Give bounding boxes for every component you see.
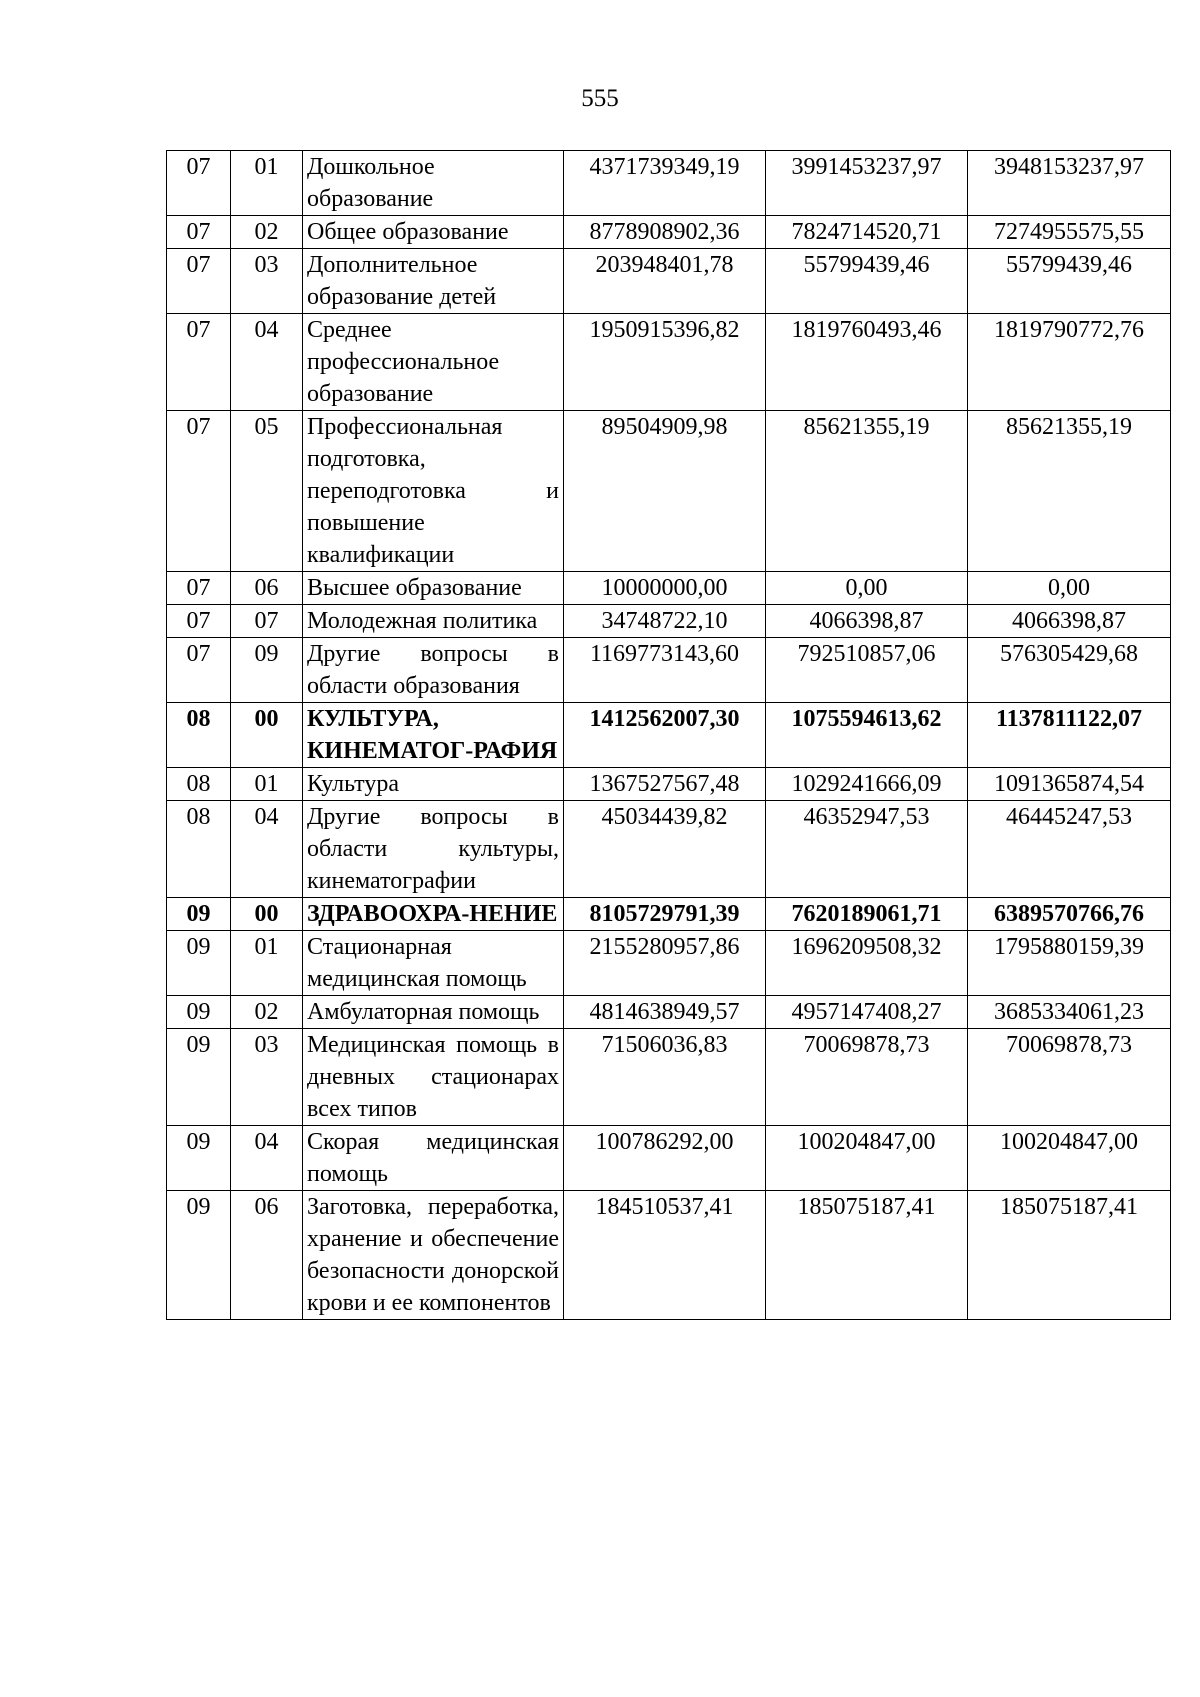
- amount-year1-cell: 89504909,98: [564, 411, 766, 572]
- section-code-cell: 08: [167, 768, 231, 801]
- section-code-cell: 09: [167, 1029, 231, 1126]
- item-name-cell: Медицинская помощь в дневных стационарах всех типов: [303, 1029, 564, 1126]
- table-row: [167, 249, 1171, 314]
- section-code-cell: 07: [167, 638, 231, 703]
- amount-year1-cell: 8105729791,39: [564, 898, 766, 931]
- amount-year3-cell: 576305429,68: [968, 638, 1171, 703]
- table-row: [167, 1126, 1171, 1191]
- subsection-code-cell: 05: [231, 411, 303, 572]
- subsection-code-cell: 01: [231, 931, 303, 996]
- item-name-cell: ЗДРАВООХРА-НЕНИЕ: [303, 898, 564, 931]
- table-row: [167, 768, 1171, 801]
- amount-year1-cell: 71506036,83: [564, 1029, 766, 1126]
- amount-year1-cell: 45034439,82: [564, 801, 766, 898]
- table-row: [167, 572, 1171, 605]
- amount-year3-cell: 3685334061,23: [968, 996, 1171, 1029]
- amount-year3-cell: 55799439,46: [968, 249, 1171, 314]
- amount-year1-cell: 1950915396,82: [564, 314, 766, 411]
- table-row: [167, 898, 1171, 931]
- item-name-cell: Молодежная политика: [303, 605, 564, 638]
- table-row: [167, 411, 1171, 572]
- amount-year1-cell: 100786292,00: [564, 1126, 766, 1191]
- amount-year3-cell: 1137811122,07: [968, 703, 1171, 768]
- table-row: [167, 638, 1171, 703]
- subsection-code-cell: 03: [231, 1029, 303, 1126]
- amount-year3-cell: 1091365874,54: [968, 768, 1171, 801]
- amount-year3-cell: 1795880159,39: [968, 931, 1171, 996]
- item-name-cell: Профессиональная подготовка, переподготовка и повышение квалификации: [303, 411, 564, 572]
- amount-year2-cell: 55799439,46: [766, 249, 968, 314]
- amount-year3-cell: 185075187,41: [968, 1191, 1171, 1320]
- amount-year1-cell: 2155280957,86: [564, 931, 766, 996]
- section-code-cell: 07: [167, 314, 231, 411]
- item-name-cell: Высшее образование: [303, 572, 564, 605]
- amount-year3-cell: 100204847,00: [968, 1126, 1171, 1191]
- amount-year2-cell: 0,00: [766, 572, 968, 605]
- table-row: [167, 151, 1171, 216]
- table-row: [167, 314, 1171, 411]
- subsection-code-cell: 00: [231, 703, 303, 768]
- item-name-cell: Скорая медицинская помощь: [303, 1126, 564, 1191]
- subsection-code-cell: 09: [231, 638, 303, 703]
- amount-year1-cell: 10000000,00: [564, 572, 766, 605]
- section-code-cell: 09: [167, 898, 231, 931]
- page-number: 555: [581, 85, 619, 112]
- section-code-cell: 07: [167, 249, 231, 314]
- amount-year1-cell: 1412562007,30: [564, 703, 766, 768]
- table-row: [167, 216, 1171, 249]
- section-code-cell: 09: [167, 931, 231, 996]
- section-code-cell: 07: [167, 411, 231, 572]
- item-name-cell: Общее образование: [303, 216, 564, 249]
- subsection-code-cell: 04: [231, 314, 303, 411]
- amount-year2-cell: 185075187,41: [766, 1191, 968, 1320]
- subsection-code-cell: 00: [231, 898, 303, 931]
- section-code-cell: 07: [167, 216, 231, 249]
- amount-year2-cell: 1075594613,62: [766, 703, 968, 768]
- budget-table-body: [167, 151, 1171, 1320]
- subsection-code-cell: 07: [231, 605, 303, 638]
- amount-year1-cell: 4814638949,57: [564, 996, 766, 1029]
- section-code-cell: 09: [167, 1126, 231, 1191]
- amount-year3-cell: 6389570766,76: [968, 898, 1171, 931]
- subsection-code-cell: 06: [231, 572, 303, 605]
- item-name-cell: Дошкольное образование: [303, 151, 564, 216]
- subsection-code-cell: 02: [231, 996, 303, 1029]
- amount-year3-cell: 4066398,87: [968, 605, 1171, 638]
- subsection-code-cell: 06: [231, 1191, 303, 1320]
- item-name-cell: Амбулаторная помощь: [303, 996, 564, 1029]
- amount-year2-cell: 792510857,06: [766, 638, 968, 703]
- subsection-code-cell: 01: [231, 768, 303, 801]
- amount-year2-cell: 4066398,87: [766, 605, 968, 638]
- amount-year1-cell: 1367527567,48: [564, 768, 766, 801]
- item-name-cell: Стационарная медицинская помощь: [303, 931, 564, 996]
- amount-year1-cell: 4371739349,19: [564, 151, 766, 216]
- item-name-cell: Другие вопросы в области образования: [303, 638, 564, 703]
- item-name-cell: Другие вопросы в области культуры, кинематографии: [303, 801, 564, 898]
- table-row: [167, 931, 1171, 996]
- item-name-cell: Дополнительное образование детей: [303, 249, 564, 314]
- amount-year3-cell: 0,00: [968, 572, 1171, 605]
- amount-year2-cell: 7620189061,71: [766, 898, 968, 931]
- amount-year2-cell: 7824714520,71: [766, 216, 968, 249]
- subsection-code-cell: 01: [231, 151, 303, 216]
- subsection-code-cell: 03: [231, 249, 303, 314]
- amount-year2-cell: 1819760493,46: [766, 314, 968, 411]
- amount-year2-cell: 46352947,53: [766, 801, 968, 898]
- table-row: [167, 1029, 1171, 1126]
- amount-year3-cell: 46445247,53: [968, 801, 1171, 898]
- section-code-cell: 07: [167, 605, 231, 638]
- amount-year1-cell: 8778908902,36: [564, 216, 766, 249]
- table-row: [167, 605, 1171, 638]
- subsection-code-cell: 04: [231, 1126, 303, 1191]
- amount-year3-cell: 70069878,73: [968, 1029, 1171, 1126]
- section-code-cell: 09: [167, 996, 231, 1029]
- amount-year1-cell: 1169773143,60: [564, 638, 766, 703]
- item-name-cell: КУЛЬТУРА, КИНЕМАТОГ-РАФИЯ: [303, 703, 564, 768]
- section-code-cell: 09: [167, 1191, 231, 1320]
- item-name-cell: Среднее профессиональное образование: [303, 314, 564, 411]
- amount-year1-cell: 184510537,41: [564, 1191, 766, 1320]
- amount-year2-cell: 70069878,73: [766, 1029, 968, 1126]
- item-name-cell: Культура: [303, 768, 564, 801]
- section-code-cell: 08: [167, 703, 231, 768]
- subsection-code-cell: 02: [231, 216, 303, 249]
- amount-year2-cell: 85621355,19: [766, 411, 968, 572]
- amount-year2-cell: 1029241666,09: [766, 768, 968, 801]
- table-row: [167, 703, 1171, 768]
- amount-year2-cell: 3991453237,97: [766, 151, 968, 216]
- table-row: [167, 801, 1171, 898]
- amount-year2-cell: 1696209508,32: [766, 931, 968, 996]
- amount-year3-cell: 7274955575,55: [968, 216, 1171, 249]
- amount-year3-cell: 1819790772,76: [968, 314, 1171, 411]
- table-row: [167, 996, 1171, 1029]
- item-name-cell: Заготовка, переработка, хранение и обеспечение безопасности донорской крови и ее компонентов: [303, 1191, 564, 1320]
- amount-year2-cell: 4957147408,27: [766, 996, 968, 1029]
- amount-year1-cell: 34748722,10: [564, 605, 766, 638]
- amount-year2-cell: 100204847,00: [766, 1126, 968, 1191]
- amount-year1-cell: 203948401,78: [564, 249, 766, 314]
- section-code-cell: 08: [167, 801, 231, 898]
- table-row: [167, 1191, 1171, 1320]
- amount-year3-cell: 85621355,19: [968, 411, 1171, 572]
- section-code-cell: 07: [167, 151, 231, 216]
- section-code-cell: 07: [167, 572, 231, 605]
- budget-table: [166, 150, 1171, 1320]
- amount-year3-cell: 3948153237,97: [968, 151, 1171, 216]
- subsection-code-cell: 04: [231, 801, 303, 898]
